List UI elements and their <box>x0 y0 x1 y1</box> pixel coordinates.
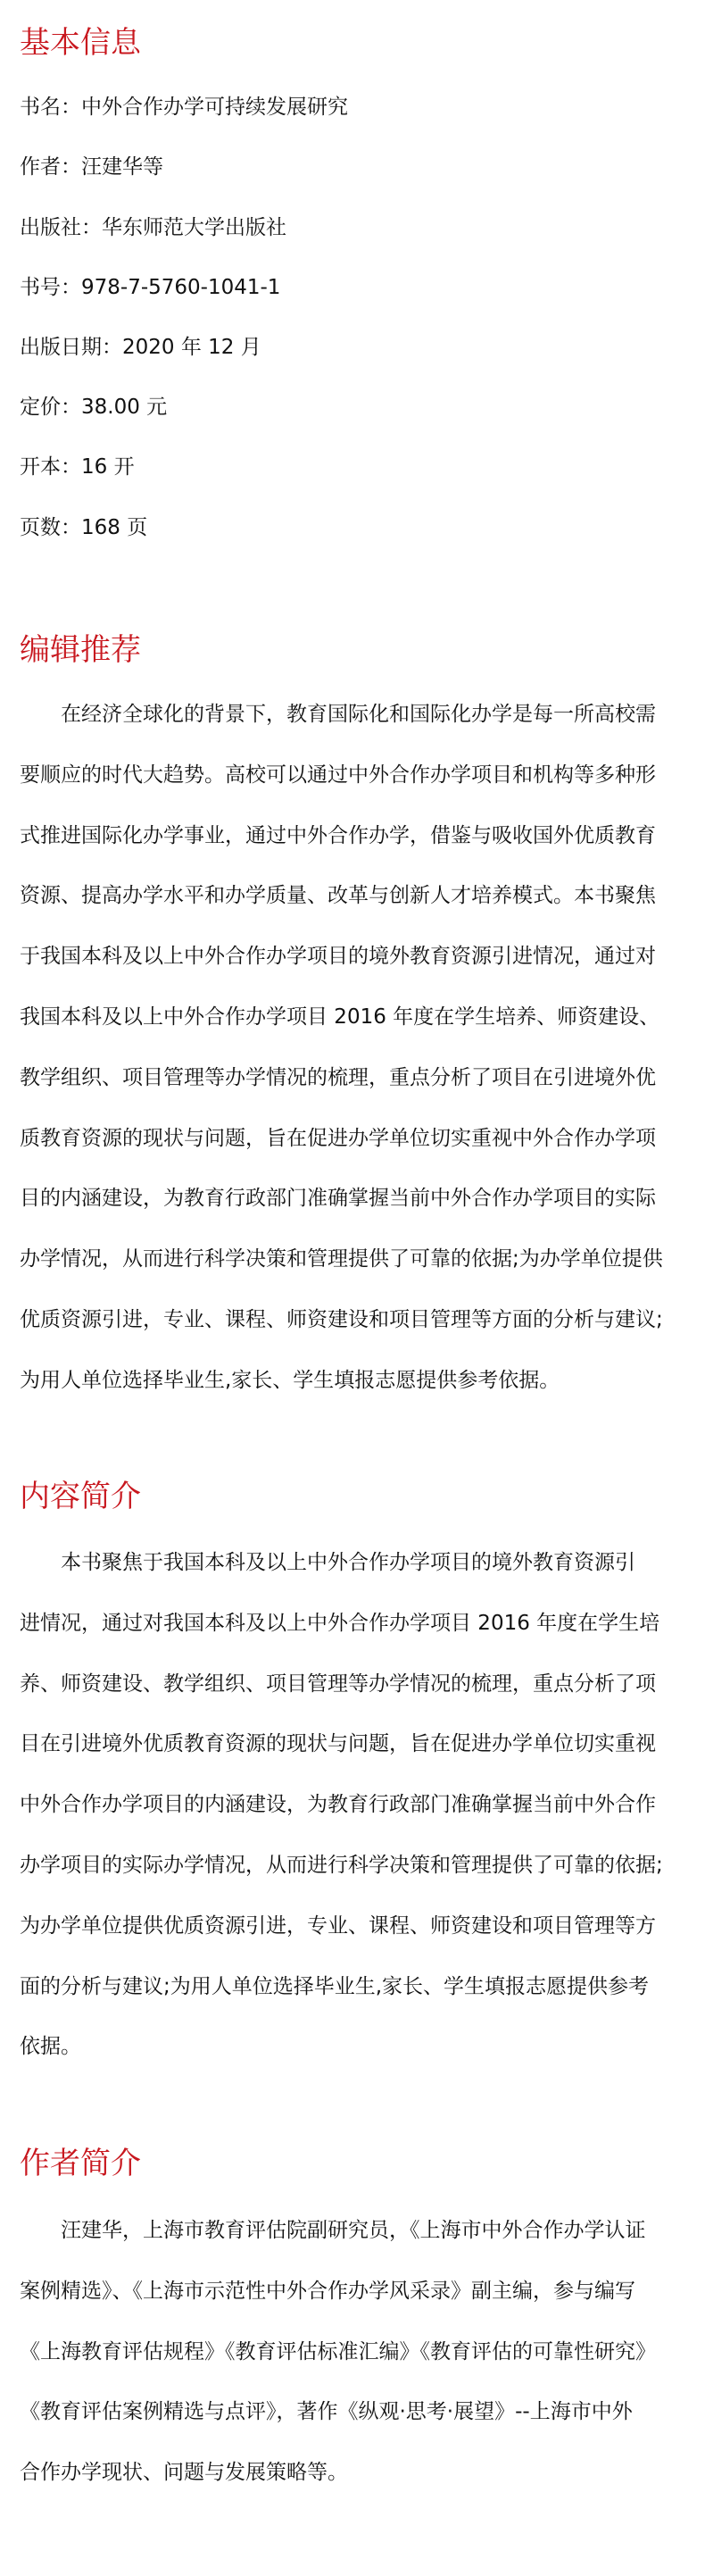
editor-recommend-heading: 编辑推荐 <box>20 632 141 668</box>
author-intro-paragraph <box>20 2201 687 2504</box>
paragraph-line: 资源、提高办学水平和办学质量、改革与创新人才培养模式。本书聚焦 <box>20 884 656 908</box>
paragraph-line: 办学情况，从而进行科学决策和管理提供了可靠的依据;为办学单位提供 <box>20 1247 663 1271</box>
pubdate-value: 2020 年 12 月 <box>122 336 261 359</box>
paragraph-line: 目在引进境外优质教育资源的现状与问题，旨在促进办学单位切实重视 <box>20 1732 656 1756</box>
paragraph-line: 进情况，通过对我国本科及以上中外合作办学项目 2016 年度在学生培 <box>20 1611 660 1635</box>
paragraph-line: 案例精选》、《上海市示范性中外合作办学风采录》副主编，参与编写 <box>20 2279 635 2303</box>
info-isbn-line: 书号：978-7-5760-1041-1 <box>20 276 281 299</box>
info-title-line: 书名：中外合作办学可持续发展研究 <box>20 96 348 119</box>
content-intro-paragraph <box>20 1533 687 2078</box>
info-publisher-line: 出版社：华东师范大学出版社 <box>20 216 286 239</box>
book-title-value: 中外合作办学可持续发展研究 <box>81 96 348 119</box>
pages-value: 168 页 <box>81 516 148 539</box>
paragraph-line: 式推进国际化办学事业，通过中外合作办学，借鉴与吸收国外优质教育 <box>20 823 656 847</box>
format-value: 16 开 <box>81 455 135 479</box>
editor-recommend-paragraph <box>20 685 687 1412</box>
paragraph-line: 《教育评估案例精选与点评》，著作《纵观·思考·展望》--上海市中外 <box>20 2400 633 2424</box>
paragraph-line: 为用人单位选择毕业生,家长、学生填报志愿提供参考依据。 <box>20 1368 560 1392</box>
info-pages-line: 页数：168 页 <box>20 516 148 539</box>
content-intro-heading: 内容简介 <box>20 1479 141 1514</box>
paragraph-line: 汪建华，上海市教育评估院副研究员，《上海市中外合作办学认证 <box>61 2219 646 2242</box>
paragraph-line: 为办学单位提供优质资源引进，专业、课程、师资建设和项目管理等方 <box>20 1913 656 1938</box>
paragraph-line: 我国本科及以上中外合作办学项目 2016 年度在学生培养、师资建设、 <box>20 1005 660 1029</box>
isbn-value: 978-7-5760-1041-1 <box>81 276 281 299</box>
paragraph-line: 本书聚焦于我国本科及以上中外合作办学项目的境外教育资源引 <box>61 1551 635 1574</box>
paragraph-line: 合作办学现状、问题与发展策略等。 <box>20 2461 348 2485</box>
paragraph-line: 中外合作办学项目的内涵建设，为教育行政部门准确掌握当前中外合作 <box>20 1793 656 1817</box>
publisher-value: 华东师范大学出版社 <box>102 216 286 239</box>
paragraph-line: 质教育资源的现状与问题，旨在促进办学单位切实重视中外合作办学项 <box>20 1126 656 1150</box>
author-intro-heading: 作者简介 <box>20 2146 141 2181</box>
paragraph-line: 面的分析与建议;为用人单位选择毕业生,家长、学生填报志愿提供参考 <box>20 1974 650 1998</box>
info-price-line: 定价：38.00 元 <box>20 396 168 419</box>
paragraph-line: 依据。 <box>20 2035 81 2059</box>
paragraph-line: 教学组织、项目管理等办学情况的梳理，重点分析了项目在引进境外优 <box>20 1065 656 1089</box>
info-author-line: 作者：汪建华等 <box>20 155 163 179</box>
paragraph-line: 于我国本科及以上中外合作办学项目的境外教育资源引进情况，通过对 <box>20 945 656 969</box>
info-pubdate-line: 出版日期：2020 年 12 月 <box>20 336 261 359</box>
paragraph-line: 养、师资建设、教学组织、项目管理等办学情况的梳理，重点分析了项 <box>20 1671 656 1696</box>
paragraph-line: 《上海教育评估规程》《教育评估标准汇编》《教育评估的可靠性研究》 <box>20 2339 656 2363</box>
author-value: 汪建华等 <box>81 155 163 179</box>
info-format-line: 开本：16 开 <box>20 455 135 479</box>
paragraph-line: 在经济全球化的背景下，教育国际化和国际化办学是每一所高校需 <box>61 703 656 726</box>
paragraph-line: 目的内涵建设，为教育行政部门准确掌握当前中外合作办学项目的实际 <box>20 1187 656 1211</box>
paragraph-line: 优质资源引进，专业、课程、师资建设和项目管理等方面的分析与建议; <box>20 1307 663 1331</box>
price-value: 38.00 元 <box>81 396 168 419</box>
paragraph-line: 办学项目的实际办学情况，从而进行科学决策和管理提供了可靠的依据; <box>20 1853 663 1877</box>
paragraph-line: 要顺应的时代大趋势。高校可以通过中外合作办学项目和机构等多种形 <box>20 763 656 787</box>
basic-info-heading: 基本信息 <box>20 25 141 61</box>
